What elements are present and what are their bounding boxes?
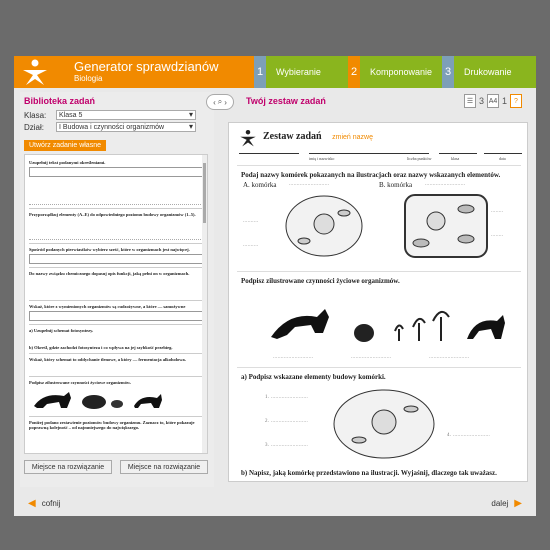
- page-count: 1: [501, 96, 507, 106]
- search-icon: ⌕: [217, 97, 223, 106]
- cell-structure-illustration: [329, 385, 439, 463]
- chevron-left-icon: ‹: [213, 97, 216, 107]
- word-bank: [29, 167, 203, 177]
- date-field-label: data: [499, 156, 506, 161]
- points-field-label: liczba punktów: [407, 156, 432, 161]
- plant-cell-illustration: [401, 191, 491, 261]
- app-subtitle: Biologia: [74, 74, 103, 83]
- question-4: b) Napisz, jaką komórkę przedstawiono na ilustracji. Wyjaśnij, dlaczego tak uważasz.: [241, 469, 497, 477]
- help-button[interactable]: ?: [510, 94, 522, 108]
- logo-icon: [20, 58, 50, 86]
- arrow-left-icon: ◀: [28, 498, 36, 509]
- arrow-right-icon: ▶: [514, 498, 522, 509]
- next-button[interactable]: dalej ▶: [491, 498, 522, 509]
- back-button[interactable]: ◀ cofnij: [28, 498, 61, 509]
- question-1: Podaj nazwy komórek pokazanych na ilustracjach oraz nazwy wskazanych elementów.: [241, 171, 501, 179]
- set-title: Twój zestaw zadań: [246, 96, 326, 106]
- task-preview-list[interactable]: Uzupełnij tekst podanymi określeniami. Przyporządkuj elementy (A–E) do odpowiedniego poziomu budowy organizmów (1–5). Spośród podanych pierwiastków wybierz sześć, które w organizmach jest najwięcej. Do nazwy związku chemicznego dopasuj opis funkcji, jaką pełni on w organizmach. Wskaż, które z wymienionych organizmów są cudzożywne, a które — samożywne a) Uzupełnij schemat fotosyntezy. b) Określ, gdzie zachodzi fotosynteza i co wpływa na jej szybkość przebieg. Wskaż, który schemat to oddychanie tlenowe, a który — fermentacja alkoholowa. Podpisz zilustrowane czynności życiowe organizmów. Poniżej podano zestawienie poziomów budowy organizmu. Zaznacz to, które pokazuje poprawną kolejność – od najmniejszego do największego.: [24, 154, 208, 454]
- class-label: Klasa:: [24, 110, 47, 120]
- library-title: Biblioteka zadań: [24, 96, 96, 106]
- brand-header: [14, 56, 254, 88]
- section-select[interactable]: I Budowa i czynności organizmów ▾: [56, 122, 196, 132]
- question-3: a) Podpisz wskazane elementy budowy komórki.: [241, 373, 386, 381]
- set-toolbar: [464, 94, 522, 108]
- section-label: Dział:: [24, 122, 45, 132]
- your-set-panel: [226, 92, 530, 487]
- answer-space-button[interactable]: Miejsce na rozwiązanie: [24, 460, 112, 474]
- life-processes-illustration: [269, 299, 509, 349]
- task-library-panel: [20, 92, 214, 487]
- chevron-right-icon: ›: [224, 97, 227, 107]
- answer-space-button-2[interactable]: Miejsce na rozwiązanie: [120, 460, 208, 474]
- step-komponowanie[interactable]: 2 Komponowanie: [348, 56, 442, 88]
- class-field-label: klasa: [451, 156, 460, 161]
- rename-link[interactable]: zmień nazwę: [332, 134, 373, 141]
- cell-b-label: B. komórka: [379, 181, 413, 189]
- cell-a-label: A. komórka: [243, 181, 277, 189]
- top-bar: [14, 56, 536, 88]
- class-select[interactable]: Klasa 5 ▾: [56, 110, 196, 120]
- step-wybieranie[interactable]: 1 Wybieranie: [254, 56, 348, 88]
- animal-cell-illustration: [279, 191, 369, 261]
- logo-icon: [237, 129, 259, 147]
- question-2: Podpisz zilustrowane czynności życiowe organizmów.: [241, 277, 400, 285]
- step-drukowanie[interactable]: 3 Drukowanie: [442, 56, 536, 88]
- create-own-task-button[interactable]: Utwórz zadanie własne: [24, 140, 106, 151]
- app-title: Generator sprawdzianów: [74, 59, 219, 74]
- task-count: 3: [478, 96, 484, 106]
- document-heading: Zestaw zadań zmień nazwę: [263, 131, 373, 142]
- bottom-nav: [14, 490, 536, 516]
- page-format-button[interactable]: A4: [487, 94, 499, 108]
- preview-scrollbar[interactable]: [202, 155, 207, 453]
- animals-illustration: [29, 386, 169, 412]
- name-field-label: imię i nazwisko: [309, 156, 335, 161]
- list-icon[interactable]: ☰: [464, 94, 476, 108]
- document-preview[interactable]: Zestaw zadań zmień nazwę imię i nazwisko liczba punktów klasa data Podaj nazwy komórek pokazanych na ilustracjach oraz nazwy wskazanych elementów. A. komórka B. komórka .......................... .......................... .......... .......... ........ ........ Podpisz zilustrowane czynności życiowe organizmów. .......................... .......................... .......................... a) Podpisz wskazane elementy budowy komórki. 1. ........................ 2. ........................ 3. ........................ 4. ........................ b) Napisz, jaką komórkę przedstawiono na ilustracji. Wyjaśnij, dlaczego tak uważasz.: [228, 122, 528, 482]
